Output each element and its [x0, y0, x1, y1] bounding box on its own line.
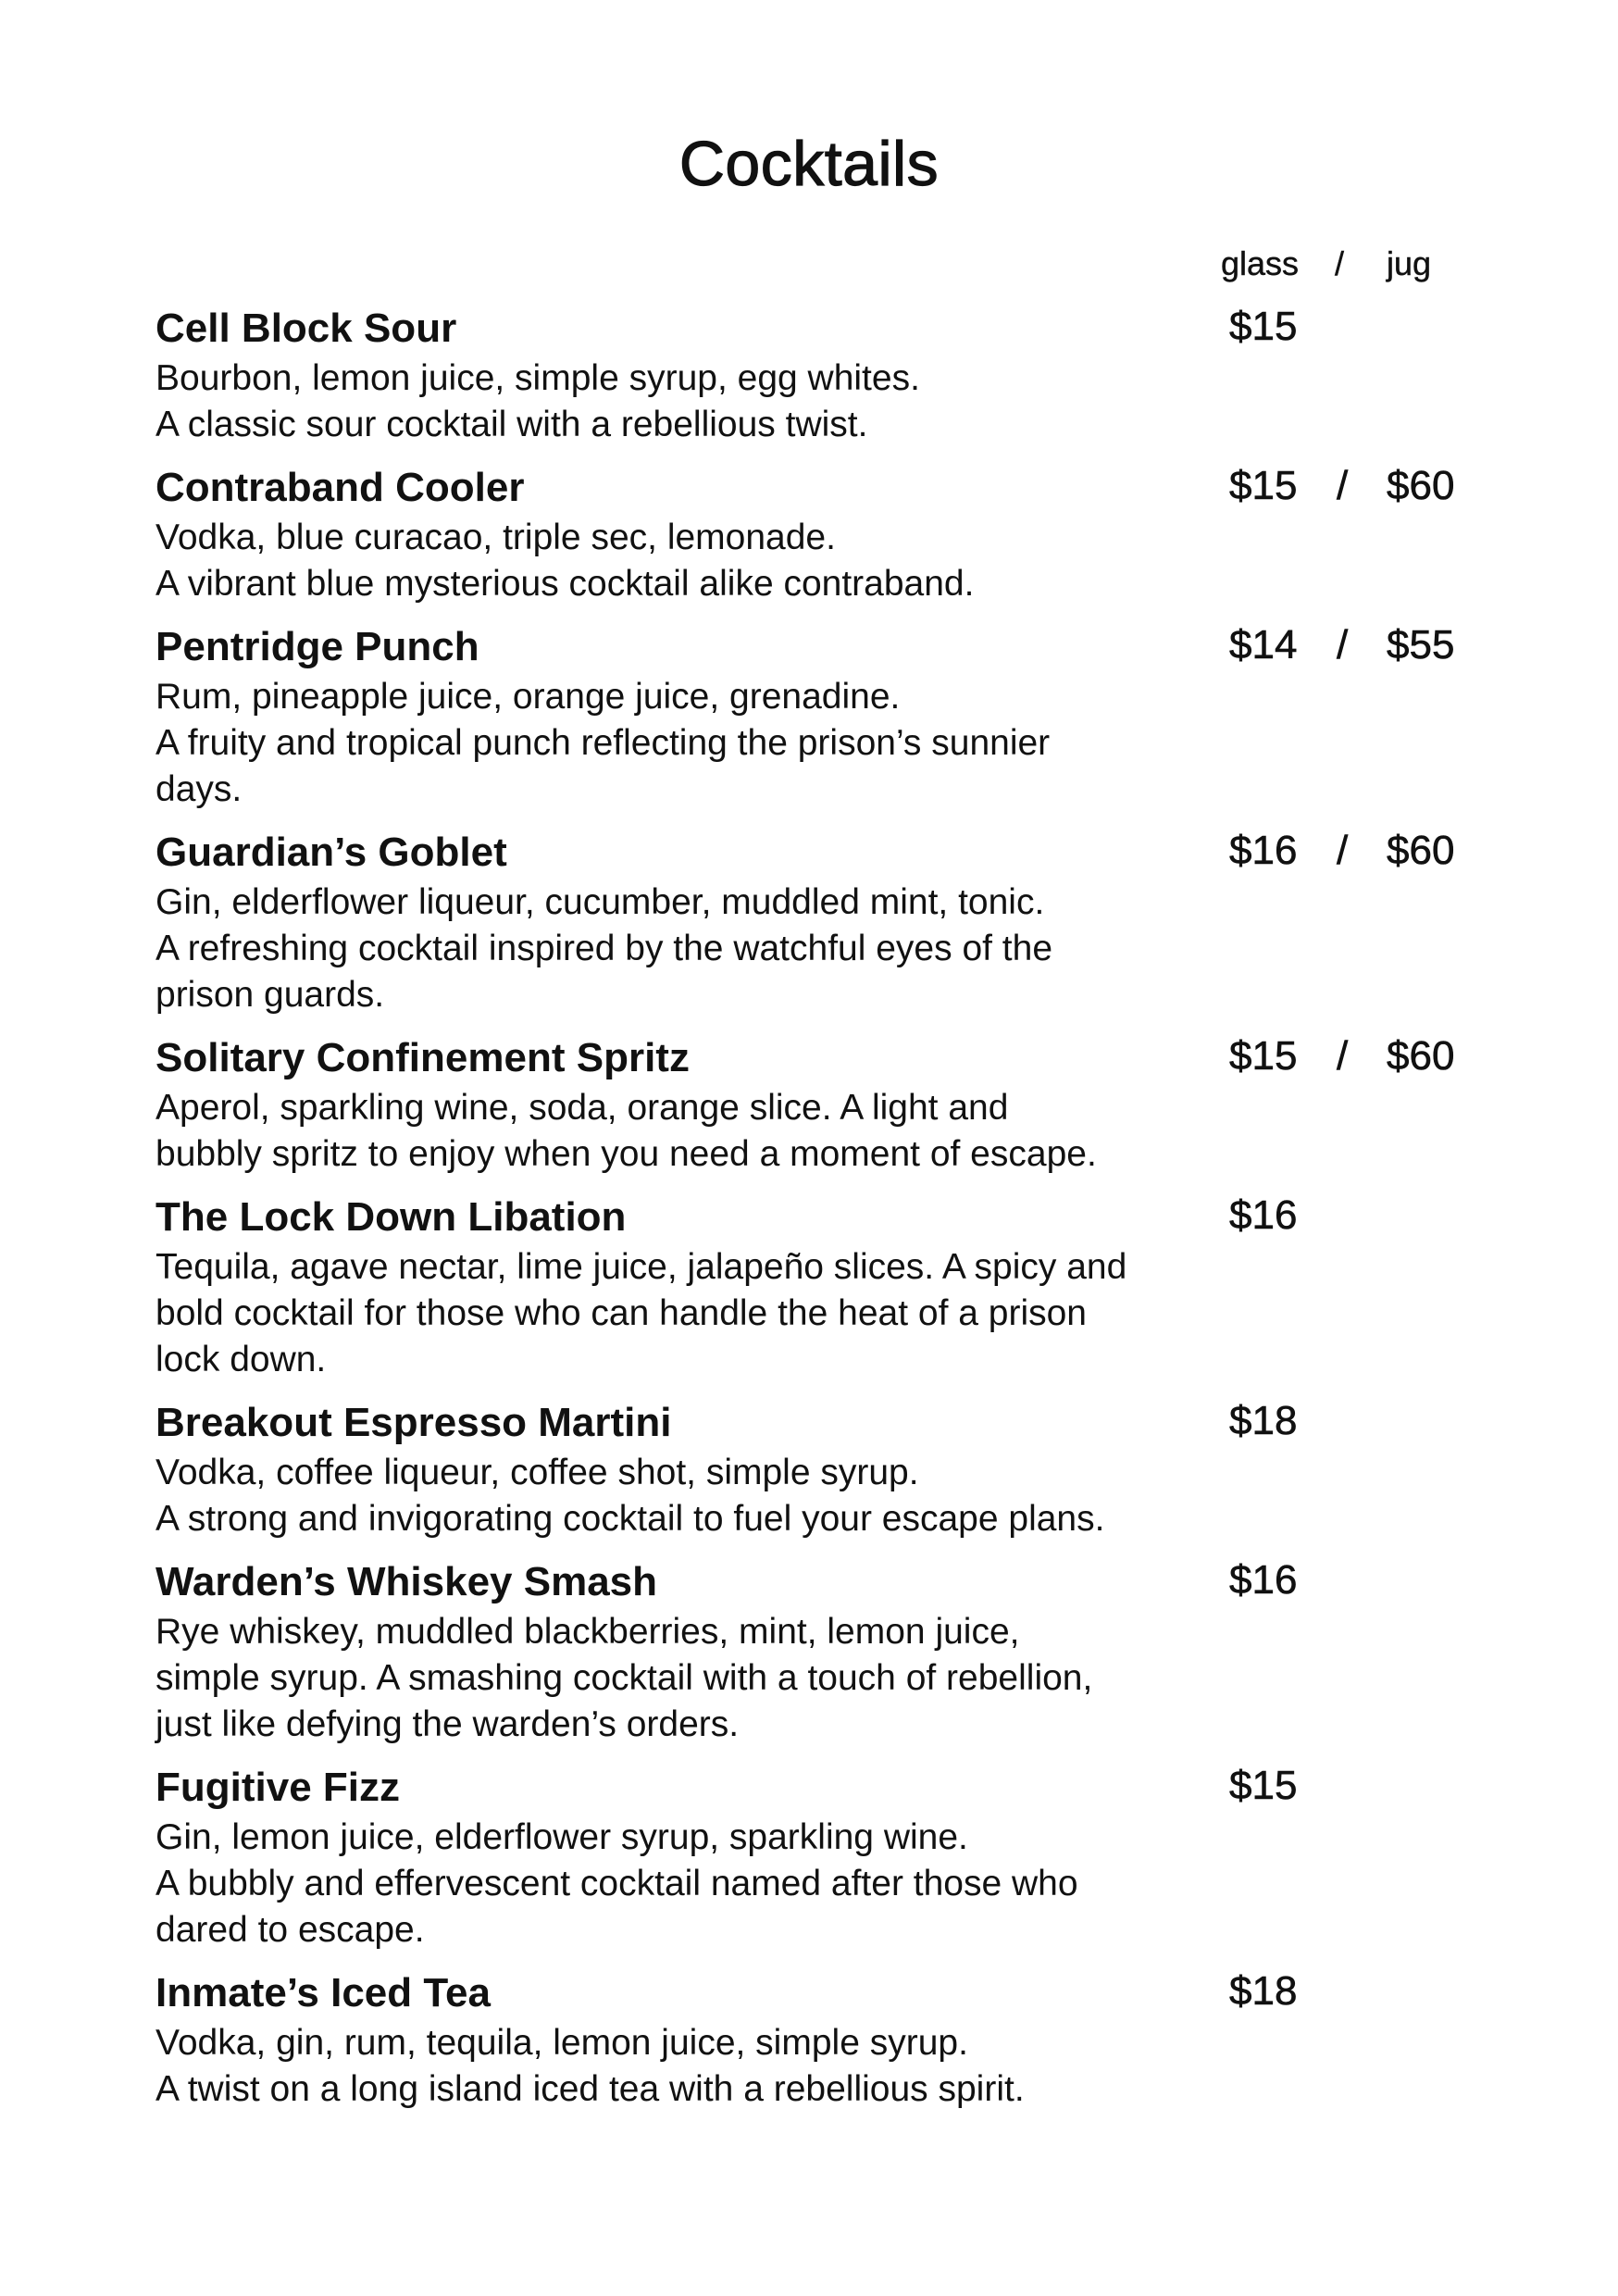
menu-item-price-separator: /	[1337, 1033, 1349, 1079]
menu-item-price-glass: $18	[1229, 1968, 1298, 2014]
menu-item-name: The Lock Down Libation	[156, 1194, 627, 1240]
column-header-separator: /	[1335, 244, 1345, 282]
menu-item-name: Contraband Cooler	[156, 465, 525, 510]
menu-item-price-glass: $16	[1229, 1192, 1298, 1238]
menu-item-description-line: A refreshing cocktail inspired by the watchful eyes of the	[156, 929, 1053, 968]
menu-item-price-jug: $55	[1387, 622, 1455, 668]
menu-item-description-line: just like defying the warden’s orders.	[156, 1704, 740, 1744]
menu-item-description	[156, 880, 1201, 1018]
menu-item-price-glass: $15	[1229, 304, 1298, 349]
menu-item-description-line: bubbly spritz to enjoy when you need a moment of escape.	[156, 1134, 1097, 1174]
menu-item	[156, 1400, 1609, 1542]
menu-item-description-line: A vibrant blue mysterious cocktail alike contraband.	[156, 564, 975, 604]
menu-item-price-separator: /	[1337, 622, 1349, 668]
menu-item-price-jug: $60	[1387, 828, 1455, 873]
menu-item-price-glass: $16	[1229, 1557, 1298, 1603]
menu-item-name: Cell Block Sour	[156, 306, 457, 351]
menu-item-name: Solitary Confinement Spritz	[156, 1035, 690, 1080]
menu-item	[156, 1559, 1609, 1748]
menu-item-price-separator: /	[1337, 828, 1349, 873]
menu-item	[156, 306, 1609, 448]
menu-item-description-line: Bourbon, lemon juice, simple syrup, egg whites.	[156, 358, 920, 398]
menu-item-description-line: Rum, pineapple juice, orange juice, grenadine.	[156, 677, 901, 717]
menu-item-description-line: Rye whiskey, muddled blackberries, mint, lemon juice,	[156, 1612, 1020, 1652]
menu-item-description-line: Gin, lemon juice, elderflower syrup, sparkling wine.	[156, 1817, 968, 1857]
menu-item-price-glass: $16	[1229, 828, 1298, 873]
menu-item-name: Breakout Espresso Martini	[156, 1400, 672, 1445]
menu-item-description	[156, 1609, 1201, 1748]
menu-item	[156, 1765, 1609, 1953]
menu-item-description-line: bold cocktail for those who can handle the heat of a prison	[156, 1293, 1087, 1333]
menu-item-description	[156, 2020, 1201, 2113]
menu-item-price-glass: $15	[1229, 463, 1298, 508]
menu-item-description-line: prison guards.	[156, 975, 385, 1015]
menu-item-price-glass: $15	[1229, 1763, 1298, 1808]
menu-item-name: Fugitive Fizz	[156, 1765, 400, 1810]
menu-item-name: Pentridge Punch	[156, 624, 479, 669]
menu-item-price-glass: $15	[1229, 1033, 1298, 1079]
menu-item-description	[156, 356, 1201, 448]
menu-item	[156, 1035, 1609, 1178]
menu-item	[156, 1970, 1609, 2113]
menu-item-description-line: Aperol, sparkling wine, soda, orange slice. A light and	[156, 1088, 1009, 1128]
menu-item-price-jug: $60	[1387, 463, 1455, 508]
menu-item-description-line: A twist on a long island iced tea with a rebellious spirit.	[156, 2069, 1025, 2109]
menu-item	[156, 624, 1609, 813]
menu-item-name: Warden’s Whiskey Smash	[156, 1559, 658, 1604]
menu-item-description-line: A classic sour cocktail with a rebellious twist.	[156, 405, 868, 444]
column-header-glass: glass	[1221, 244, 1300, 282]
menu-item-description-line: Tequila, agave nectar, lime juice, jalapeño slices. A spicy and	[156, 1247, 1127, 1287]
menu-item-description-line: simple syrup. A smashing cocktail with a touch of rebellion,	[156, 1658, 1093, 1698]
menu-item-description	[156, 515, 1201, 607]
column-header-jug: jug	[1387, 244, 1432, 282]
menu-item-price-glass: $18	[1229, 1398, 1298, 1443]
menu-item-price-separator: /	[1337, 463, 1349, 508]
menu-item-name: Inmate’s Iced Tea	[156, 1970, 491, 2015]
menu-item-description-line: A strong and invigorating cocktail to fuel your escape plans.	[156, 1499, 1105, 1539]
menu-item-description-line: Gin, elderflower liqueur, cucumber, muddled mint, tonic.	[156, 882, 1045, 922]
menu-item-description-line: Vodka, coffee liqueur, coffee shot, simple syrup.	[156, 1453, 919, 1492]
menu-item	[156, 1194, 1609, 1383]
menu-item-description-line: Vodka, blue curacao, triple sec, lemonade.	[156, 518, 836, 557]
menu-item-description	[156, 1244, 1201, 1383]
menu-item-description	[156, 1815, 1201, 1953]
menu-item-description	[156, 674, 1201, 813]
menu-item-description	[156, 1450, 1201, 1542]
menu-item-description-line: days.	[156, 769, 243, 809]
page-title: Cocktails	[678, 129, 940, 199]
menu-item-price-jug: $60	[1387, 1033, 1455, 1079]
menu-item	[156, 465, 1609, 607]
menu-item-description-line: lock down.	[156, 1340, 327, 1379]
menu-item-description-line: dared to escape.	[156, 1910, 425, 1950]
menu-item-price-glass: $14	[1229, 622, 1298, 668]
menu-item-description-line: A fruity and tropical punch reflecting the prison’s sunnier	[156, 723, 1051, 763]
menu-item-description-line: A bubbly and effervescent cocktail named after those who	[156, 1864, 1078, 1903]
menu-item-description	[156, 1085, 1201, 1178]
menu-item-description-line: Vodka, gin, rum, tequila, lemon juice, simple syrup.	[156, 2023, 968, 2063]
menu-item-name: Guardian’s Goblet	[156, 830, 507, 875]
menu-item	[156, 830, 1609, 1018]
